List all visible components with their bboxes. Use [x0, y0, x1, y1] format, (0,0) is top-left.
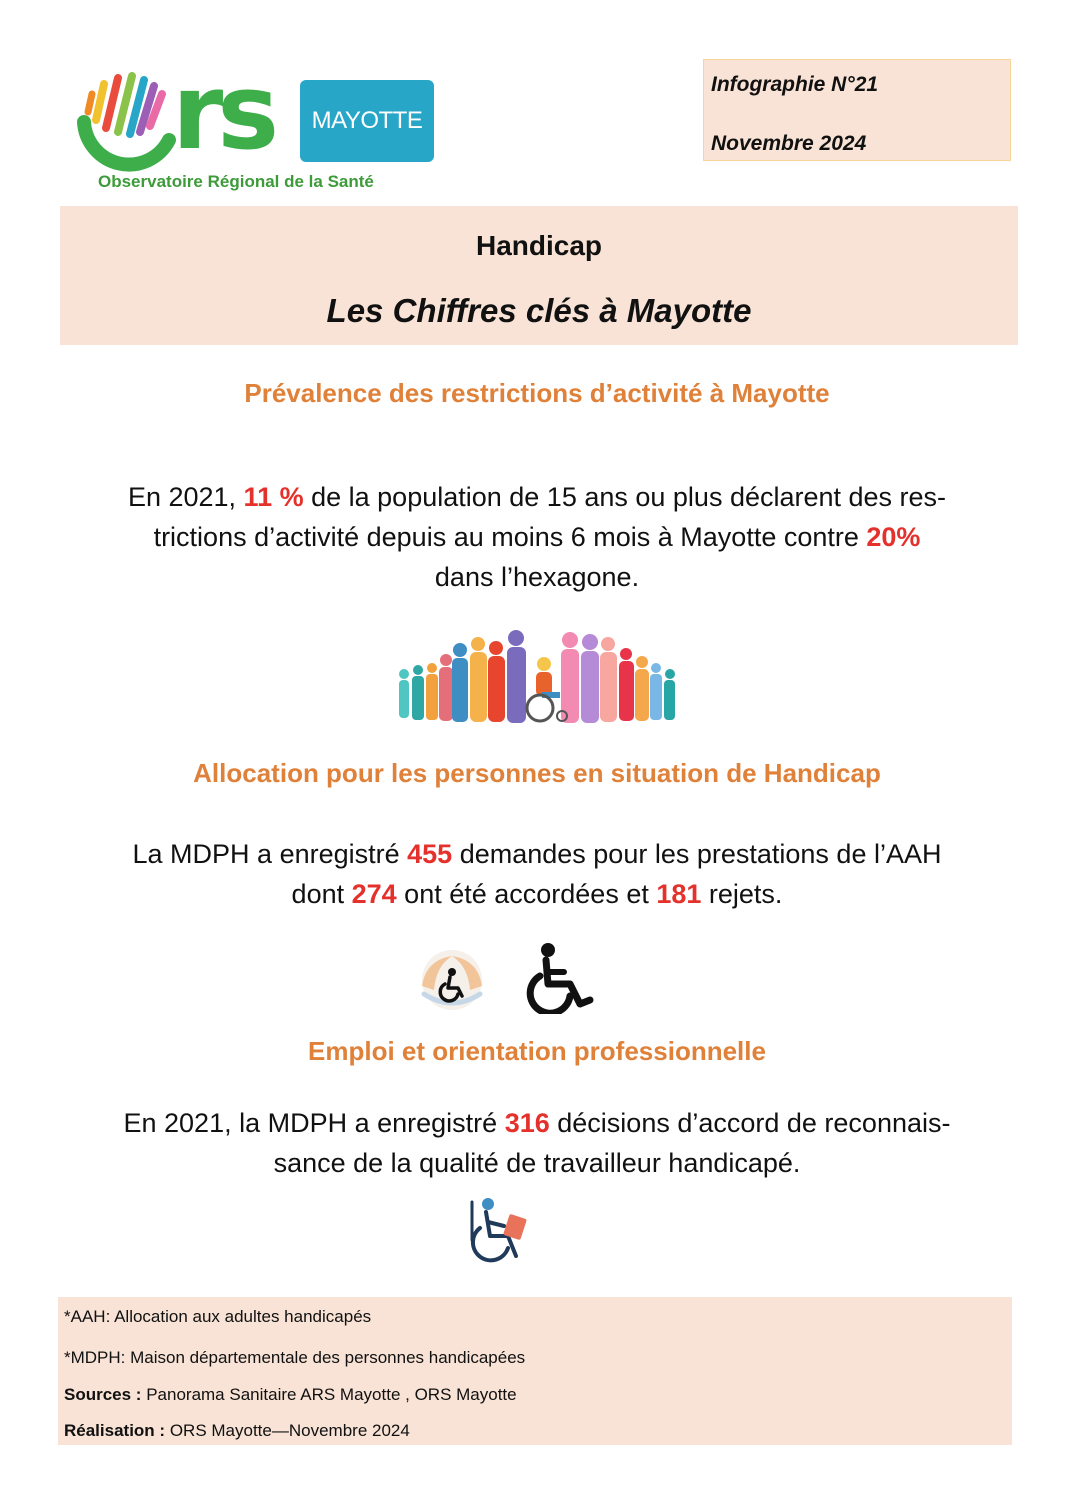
- footnote-sources: [64, 1385, 517, 1405]
- logo-tagline: Observatoire Régional de la Santé: [98, 172, 374, 191]
- banner-topic: Handicap: [475, 230, 603, 261]
- text-fragment: de la population de 15 ans ou plus déclarent des res-: [303, 482, 947, 512]
- section-allocation-title: Allocation pour les personnes en situation de Handicap: [193, 758, 881, 788]
- issue-number: Infographie N°21: [711, 73, 879, 96]
- wheelchair-worker-icon: [468, 1196, 532, 1270]
- realisation-value: ORS Mayotte—Novembre 2024: [165, 1421, 410, 1440]
- footnote-realisation: [64, 1421, 410, 1441]
- employment-line-2: sance de la qualité de travailleur handicapé.: [273, 1148, 801, 1178]
- text-fragment: En 2021, la MDPH a enregistré: [123, 1108, 505, 1138]
- mdph-hands-wheelchair-icon: [412, 946, 492, 1012]
- section-employment-title: Emploi et orientation professionnelle: [308, 1036, 766, 1066]
- sources-value: Panorama Sanitaire ARS Mayotte , ORS Mayotte: [141, 1385, 517, 1404]
- stat-value: 316: [504, 1108, 550, 1138]
- logo-region-badge: MAYOTTE: [300, 80, 434, 162]
- logo-o-emblem: [74, 62, 184, 172]
- text-fragment: rejets.: [701, 879, 783, 909]
- prevalence-line-3: dans l’hexagone.: [434, 562, 640, 592]
- text-fragment: En 2021,: [127, 482, 244, 512]
- stat-value: 455: [407, 839, 453, 869]
- employment-line-1: [60, 1103, 1014, 1143]
- text-fragment: La MDPH a enregistré: [132, 839, 408, 869]
- realisation-label: Réalisation :: [64, 1421, 166, 1440]
- allocation-line-2: [60, 874, 1014, 914]
- logo-rs-letters: rs: [172, 51, 274, 173]
- stat-value: 274: [351, 879, 397, 909]
- prevalence-line-2: [60, 517, 1014, 557]
- text-fragment: trictions d’activité depuis au moins 6 mois à Mayotte contre: [153, 522, 867, 552]
- section-prevalence-text: [60, 477, 1014, 597]
- section-prevalence-title: Prévalence des restrictions d’activité à Mayotte: [244, 378, 830, 408]
- ors-logo: [74, 51, 444, 202]
- allocation-line-1: [60, 834, 1014, 874]
- banner-title: Les Chiffres clés à Mayotte: [326, 292, 752, 329]
- text-fragment: ont été accordées et: [396, 879, 657, 909]
- prevalence-line-1: [60, 477, 1014, 517]
- section-employment-text: [60, 1103, 1014, 1183]
- text-fragment: demandes pour les prestations de l’AAH: [452, 839, 942, 869]
- issue-date: Novembre 2024: [711, 132, 867, 155]
- stat-value: 20%: [866, 522, 921, 552]
- diverse-crowd-illustration: [394, 628, 684, 728]
- section-allocation-text: [60, 834, 1014, 914]
- footer-notes: [58, 1297, 1012, 1445]
- issue-info-box: [703, 59, 1011, 161]
- footnote-aah: *AAH: Allocation aux adultes handicapés: [64, 1307, 372, 1326]
- wheelchair-icon: [526, 942, 596, 1014]
- stat-value: 181: [656, 879, 702, 909]
- footnote-mdph: *MDPH: Maison départementale des personnes handicapées: [64, 1348, 526, 1367]
- title-banner: [60, 206, 1018, 345]
- stat-value: 11 %: [243, 482, 304, 512]
- text-fragment: dont: [291, 879, 352, 909]
- text-fragment: décisions d’accord de reconnais-: [549, 1108, 951, 1138]
- sources-label: Sources :: [64, 1385, 142, 1404]
